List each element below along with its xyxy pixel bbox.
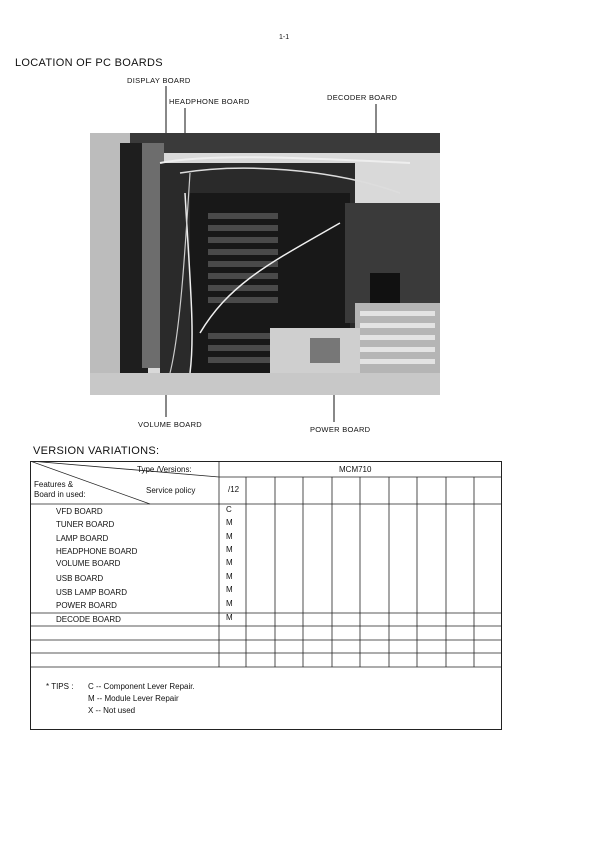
row-board-name: DECODE BOARD	[56, 615, 121, 624]
row-board-name: USB BOARD	[56, 574, 104, 583]
label-display-board: DISPLAY BOARD	[127, 76, 191, 85]
row-policy: M	[226, 599, 233, 608]
features-label: Features &	[34, 480, 74, 489]
tips-m: M -- Module Lever Repair	[88, 694, 179, 703]
row-policy: M	[226, 558, 233, 567]
row-policy: M	[226, 585, 233, 594]
row-policy: M	[226, 572, 233, 581]
row-board-name: POWER BOARD	[56, 601, 117, 610]
page-number: 1-1	[279, 34, 290, 41]
row-board-name: USB LAMP BOARD	[56, 588, 127, 597]
row-policy: M	[226, 532, 233, 541]
row-policy: M	[226, 545, 233, 554]
row-policy: M	[226, 613, 233, 622]
tips-c: C -- Component Lever Repair.	[88, 682, 195, 691]
label-decoder-board: DECODER BOARD	[327, 93, 398, 102]
row-board-name: VOLUME BOARD	[56, 559, 121, 568]
label-power-board: POWER BOARD	[310, 425, 371, 434]
row-board-name: LAMP BOARD	[56, 534, 109, 543]
service-policy-label: Service policy	[146, 486, 196, 495]
row-policy: M	[226, 518, 233, 527]
pc-boards-photo	[90, 133, 440, 395]
row-board-name: HEADPHONE BOARD	[56, 547, 138, 556]
board-in-used-label: Board in used:	[34, 490, 86, 499]
type-versions-label: Type /Versions:	[137, 465, 192, 474]
label-volume-board: VOLUME BOARD	[138, 420, 203, 429]
tips-prefix: * TIPS :	[46, 682, 74, 691]
row-board-name: VFD BOARD	[56, 507, 103, 516]
version-header: /12	[228, 485, 240, 494]
version-table	[30, 461, 502, 730]
model-header: MCM710	[339, 465, 372, 474]
section-title-pc-boards: LOCATION OF PC BOARDS	[15, 57, 163, 69]
section-title-version-variations: VERSION VARIATIONS:	[33, 445, 160, 457]
label-headphone-board: HEADPHONE BOARD	[169, 97, 250, 106]
row-board-name: TUNER BOARD	[56, 520, 115, 529]
row-policy: C	[226, 505, 232, 514]
tips-x: X -- Not used	[88, 706, 136, 715]
